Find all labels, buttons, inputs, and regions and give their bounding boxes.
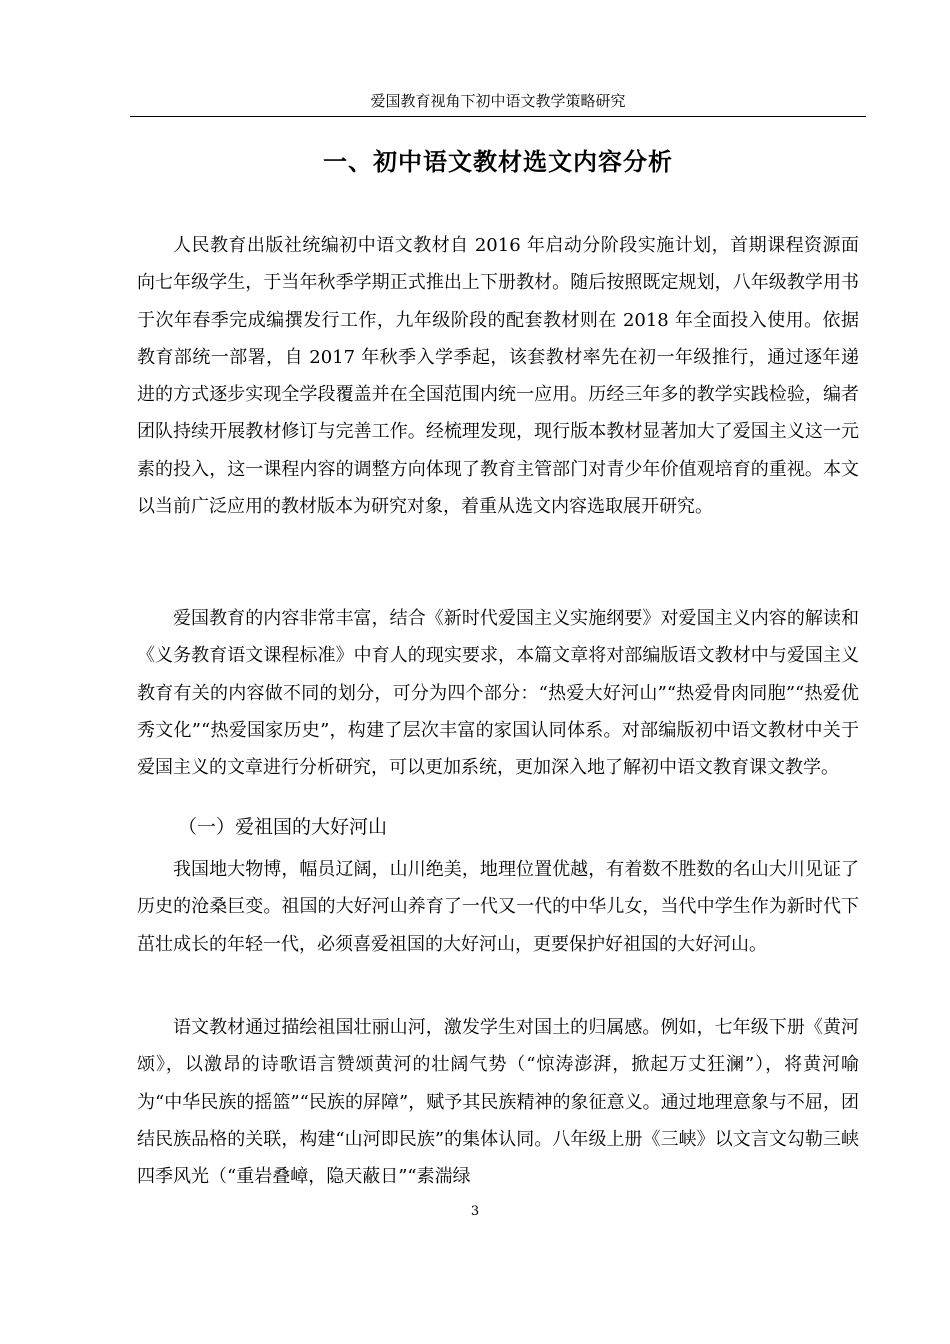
chapter-title: 一、初中语文教材选文内容分析 — [323, 148, 673, 176]
body-paragraph-4: 语文教材通过描绘祖国壮丽山河，激发学生对国土的归属感。例如，七年级下册《黄河颂》，以激昂的诗歌语言赞颂黄河的壮阔气势（“惊涛澎湃，掀起万丈狂澜”），将黄河喻为“中华民族的摇篮”“民族的屏障”，赋予其民族精神的象征意义。通过地理意象与不屈，团结民族品格的关联，构建“山河即民族”的集体认同。八年级上册《三峡》以文言文勾勒三峡四季风光（“重岩叠嶂，隐天蔽日”“素湍绿 — [137, 1017, 859, 1188]
body-paragraph-3: 我国地大物博，幅员辽阔，山川绝美，地理位置优越，有着数不胜数的名山大川见证了历史的沧桑巨变。祖国的大好河山养育了一代又一代的中华儿女，当代中学生作为新时代下茁壮成长的年轻一代，必须喜爱祖国的大好河山，更要保护好祖国的大好河山。 — [137, 859, 859, 955]
running-header: 爱国教育视角下初中语文教学策略研究 — [370, 92, 626, 110]
page-number: 3 — [470, 1204, 480, 1219]
section-heading: （一）爱祖国的大好河山 — [178, 816, 388, 838]
header-rule — [130, 116, 866, 117]
body-paragraph-1: 人民教育出版社统编初中语文教材自 2016 年启动分阶段实施计划，首期课程资源面向七年级学生，于当年秋季学期正式推出上下册教材。随后按照既定规划，八年级教学用书于次年春季完成编撰发行工作，九年级阶段的配套教材则在 2018 年全面投入使用。依据教育部统一部署，自 2017 年秋季入学季起，该套教材率先在初一年级推行，通过逐年递进的方式逐步实现全学段覆盖并在全国范围内统一应用。历经三年多的教学实践检验，编者团队持续开展教材修订与完善工作。经梳理发现，现行版本教材显著加大了爱国主义这一元素的投入，这一课程内容的调整方向体现了教育主管部门对青少年价值观培育的重视。本文以当前广泛应用的教材版本为研究对象，着重从选文内容选取展开研究。 — [137, 235, 859, 518]
body-paragraph-2: 爱国教育的内容非常丰富，结合《新时代爱国主义实施纲要》对爱国主义内容的解读和《义务教育语文课程标准》中育人的现实要求，本篇文章将对部编版语文教材中与爱国主义教育有关的内容做不同的划分，可分为四个部分：“热爱大好河山”“热爱骨肉同胞”“热爱优秀文化”“热爱国家历史”，构建了层次丰富的家国认同体系。对部编版初中语文教材中关于爱国主义的文章进行分析研究，可以更加系统，更加深入地了解初中语文教育课文教学。 — [137, 608, 859, 779]
